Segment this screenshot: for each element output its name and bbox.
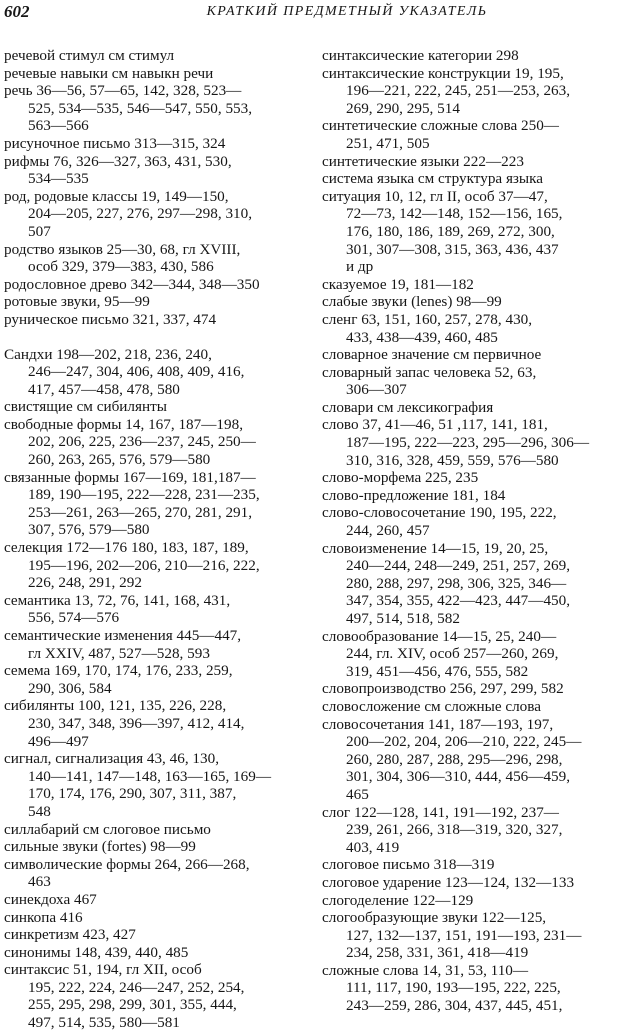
index-entry (322, 65, 615, 118)
index-entry-line: ротовые звуки, 95—99 (4, 293, 150, 311)
index-entry-continuation: 403, 419 (346, 838, 400, 856)
index-entry-continuation: 255, 295, 298, 299, 301, 355, 444, (28, 996, 237, 1014)
index-entry (322, 188, 615, 276)
index-entry-continuation: 251, 471, 505 (346, 134, 430, 152)
index-entry-continuation: 290, 306, 584 (28, 679, 112, 697)
index-entry-continuation: 196—221, 222, 245, 251—253, 263, (346, 82, 571, 100)
index-entry-continuation: 525, 534—535, 546—547, 550, 553, (28, 99, 253, 117)
index-entry-continuation: 240—244, 248—249, 251, 257, 269, (346, 557, 571, 575)
index-entry-continuation: 72—73, 142—148, 152—156, 165, (346, 205, 563, 223)
index-entry-line: речевые навыки см навыкн речи (4, 64, 214, 82)
index-entry-continuation: 563—566 (28, 117, 89, 135)
index-entry-line: сложные слова 14, 31, 53, 110— (322, 961, 529, 979)
index-entry-continuation: 202, 206, 225, 236—237, 245, 250— (28, 433, 256, 451)
index-entry-continuation: 465 (346, 785, 369, 803)
index-entry (322, 293, 615, 311)
index-entry-line: словарное значение см первичное (322, 346, 542, 364)
index-entry-line: род, родовые классы 19, 149—150, (4, 187, 229, 205)
index-entry (4, 188, 292, 241)
index-entry-continuation: 548 (28, 802, 51, 820)
index-entry-line: сибилянты 100, 121, 135, 226, 228, (4, 697, 227, 715)
index-entry-line: синонимы 148, 439, 440, 485 (4, 943, 189, 961)
index-entry-line: синтетические сложные слова 250— (322, 117, 559, 135)
index-entry-continuation: 463 (28, 873, 51, 891)
index-entry (4, 697, 292, 750)
index-entry (322, 364, 615, 399)
index-entry-line: речевой стимул см стимул (4, 47, 175, 64)
page-header (4, 2, 610, 26)
index-entry (322, 892, 615, 910)
index-column-left (4, 47, 292, 1032)
index-entry-line: синтаксис 51, 194, гл XII, особ (4, 961, 202, 979)
index-entry (4, 856, 292, 891)
index-entry (322, 540, 615, 628)
index-entry-continuation: 301, 304, 306—310, 444, 456—459, (346, 768, 571, 786)
index-entry-continuation: 269, 290, 295, 514 (346, 99, 460, 117)
index-entry-line: родословное древо 342—344, 348—350 (4, 275, 260, 293)
index-entry-line: руническое письмо 321, 337, 474 (4, 310, 217, 328)
index-entry-continuation: 534—535 (28, 170, 89, 188)
index-entry (4, 311, 292, 329)
index-entry-continuation: 140—141, 147—148, 163—165, 169— (28, 767, 271, 785)
index-entry-continuation: 260, 263, 265, 576, 579—580 (28, 451, 211, 469)
index-entry (4, 153, 292, 188)
index-entry-line: словосложение см сложные слова (322, 697, 541, 715)
index-entry-continuation: 433, 438—439, 460, 485 (346, 328, 498, 346)
index-entry-continuation: и др (346, 258, 374, 276)
index-entry-continuation: 497, 514, 518, 582 (346, 610, 460, 627)
index-entry-line: сказуемое 19, 181—182 (322, 275, 474, 293)
index-entry (4, 891, 292, 909)
index-entry-line: семема 169, 170, 174, 176, 233, 259, (4, 662, 233, 680)
page-number: 602 (4, 2, 30, 21)
index-entry (4, 135, 292, 153)
index-entry (4, 944, 292, 962)
index-entry-line: селекция 172—176 180, 183, 187, 189, (4, 539, 249, 557)
index-entry-line: слово 37, 41—46, 51 ,117, 141, 181, (322, 416, 548, 434)
index-entry (322, 856, 615, 874)
index-entry (322, 874, 615, 892)
index-entry-continuation: 556, 574—576 (28, 609, 120, 627)
index-entry-line: слово-предложение 181, 184 (322, 486, 506, 504)
index-entry-continuation: 170, 174, 176, 290, 307, 311, 387, (28, 785, 237, 803)
index-entry (4, 539, 292, 592)
index-entry-line: сильные звуки (fortes) 98—99 (4, 838, 196, 856)
index-entry-line: слогообразующие звуки 122—125, (322, 909, 547, 927)
index-entry-continuation: 111, 117, 190, 193—195, 222, 225, (346, 979, 561, 997)
index-entry-continuation: 189, 190—195, 222—228, 231—235, (28, 486, 260, 504)
index-entry-continuation: 244, 260, 457 (346, 522, 430, 540)
index-entry-line: слоговое ударение 123—124, 132—133 (322, 873, 575, 891)
index-entry-line: Сандхи 198—202, 218, 236, 240, (4, 345, 212, 363)
index-entry (4, 469, 292, 539)
index-entry-line: словари см лексикография (322, 398, 494, 416)
index-entry-line: свободные формы 14, 167, 187—198, (4, 415, 243, 433)
index-entry (4, 750, 292, 820)
index-entry-line: рифмы 76, 326—327, 363, 431, 530, (4, 152, 232, 170)
index-entry-line: семантика 13, 72, 76, 141, 168, 431, (4, 591, 231, 609)
index-entry (4, 241, 292, 276)
running-title: КРАТКИЙ ПРЕДМЕТНЫЙ УКАЗАТЕЛЬ (206, 4, 488, 19)
index-entry-continuation: 244, гл. XIV, особ 257—260, 269, (346, 645, 559, 663)
index-entry-line: сленг 63, 151, 160, 257, 278, 430, (322, 310, 533, 328)
index-entry (322, 346, 615, 364)
index-entry (322, 716, 615, 804)
index-entry-continuation: 204—205, 227, 276, 297—298, 310, (28, 205, 253, 223)
index-entry-line: синтетические языки 222—223 (322, 152, 524, 170)
index-entry (322, 628, 615, 681)
index-entry-line: синтаксические категории 298 (322, 47, 519, 64)
index-entry (4, 293, 292, 311)
index-entry-line: синкопа 416 (4, 908, 83, 926)
index-entry-line: словообразование 14—15, 25, 240— (322, 627, 557, 645)
index-entry (4, 821, 292, 839)
index-entry-line: синекдоха 467 (4, 890, 97, 908)
index-column-right (322, 47, 615, 1015)
index-entry (4, 961, 292, 1031)
index-entry-continuation: 347, 354, 355, 422—423, 447—450, (346, 592, 571, 610)
index-entry (322, 804, 615, 857)
index-entry-line: слово-словосочетание 190, 195, 222, (322, 504, 557, 522)
index-entry-line: свистящие см сибилянты (4, 398, 167, 416)
index-entry-continuation: 195, 222, 224, 246—247, 252, 254, (28, 978, 245, 996)
index-entry-continuation: 507 (28, 222, 51, 240)
index-entry (322, 170, 615, 188)
index-entry (322, 47, 615, 65)
index-entry-line: силлабарий см слоговое письмо (4, 820, 211, 838)
index-entry (322, 153, 615, 171)
index-entry-continuation: 301, 307—308, 315, 363, 436, 437 (346, 240, 559, 258)
index-entry (322, 680, 615, 698)
index-entry (322, 399, 615, 417)
index-entry-line: словоизменение 14—15, 19, 20, 25, (322, 539, 549, 557)
index-entry-line: связанные формы 167—169, 181,187— (4, 468, 256, 486)
index-entry-continuation: 253—261, 263—265, 270, 281, 291, (28, 503, 253, 521)
index-entry (4, 47, 292, 65)
index-entry-continuation: 246—247, 304, 406, 408, 409, 416, (28, 363, 245, 381)
index-entry (4, 276, 292, 294)
index-entry-continuation: 280, 288, 297, 298, 306, 325, 346— (346, 574, 567, 592)
index-entry (4, 926, 292, 944)
index-entry-line: символические формы 264, 266—268, (4, 855, 250, 873)
index-entry (322, 962, 615, 1015)
index-entry (322, 469, 615, 487)
index-entry (4, 346, 292, 399)
index-entry (322, 276, 615, 294)
index-entry (4, 82, 292, 135)
index-entry-continuation: особ 329, 379—383, 430, 586 (28, 258, 214, 276)
index-entry (322, 117, 615, 152)
index-entry-line: слоговое письмо 318—319 (322, 856, 495, 874)
index-entry-line: слабые звуки (lenes) 98—99 (322, 293, 502, 311)
index-entry-line: словопроизводство 256, 297, 299, 582 (322, 680, 564, 698)
index-entry-line: синтаксические конструкции 19, 195, (322, 64, 564, 82)
index-entry-line: словарный запас человека 52, 63, (322, 363, 537, 381)
index-entry (4, 65, 292, 83)
index-entry (322, 909, 615, 962)
index-entry-continuation: 234, 258, 331, 361, 418—419 (346, 944, 529, 962)
index-entry-line: система языка см структура языка (322, 170, 544, 188)
index-entry (4, 838, 292, 856)
index-entry (322, 311, 615, 346)
section-gap (4, 329, 292, 346)
index-entry (322, 504, 615, 539)
index-entry-continuation: 187—195, 222—223, 295—296, 306— (346, 434, 589, 452)
index-entry (4, 909, 292, 927)
index-entry-line: сигнал, сигнализация 43, 46, 130, (4, 750, 219, 768)
index-entry-continuation: 176, 180, 186, 189, 269, 272, 300, (346, 222, 555, 240)
index-entry-continuation: 243—259, 286, 304, 437, 445, 451, (346, 997, 563, 1015)
index-entry-continuation: 127, 132—137, 151, 191—193, 231— (346, 926, 582, 944)
index-entry-continuation: 306—307 (346, 381, 407, 399)
index-entry-continuation: 226, 248, 291, 292 (28, 574, 142, 592)
index-entry-continuation: 239, 261, 266, 318—319, 320, 327, (346, 821, 563, 839)
index-entry-line: рисуночное письмо 313—315, 324 (4, 134, 226, 152)
index-entry-line: родство языков 25—30, 68, гл XVIII, (4, 240, 241, 258)
index-entry-continuation: 260, 280, 287, 288, 295—296, 298, (346, 750, 563, 768)
index-entry-continuation: 310, 316, 328, 459, 559, 576—580 (346, 451, 559, 469)
index-entry-line: синкретизм 423, 427 (4, 926, 136, 944)
index-entry-continuation: 200—202, 204, 206—210, 222, 245— (346, 733, 582, 751)
index-entry-continuation: 319, 451—456, 476, 555, 582 (346, 662, 529, 680)
index-entry-continuation: 417, 457—458, 478, 580 (28, 380, 180, 398)
index-entry (4, 592, 292, 627)
index-entry (4, 662, 292, 697)
index-entry-line: речь 36—56, 57—65, 142, 328, 523— (4, 82, 242, 100)
index-entry-continuation: 195—196, 202—206, 210—216, 222, (28, 556, 260, 574)
index-entry (322, 698, 615, 716)
index-entry-line: ситуация 10, 12, гл II, особ 37—47, (322, 187, 548, 205)
index-entry (322, 416, 615, 469)
index-entry-line: словосочетания 141, 187—193, 197, (322, 715, 554, 733)
index-entry-continuation: 307, 576, 579—580 (28, 521, 150, 539)
index-entry-line: семантические изменения 445—447, (4, 627, 242, 644)
index-entry-continuation: 497, 514, 535, 580—581 (28, 1014, 180, 1032)
index-entry (4, 398, 292, 416)
index-entry-continuation: 496—497 (28, 732, 89, 750)
index-entry-line: слогоделение 122—129 (322, 891, 474, 909)
index-entry-line: слог 122—128, 141, 191—192, 237— (322, 803, 559, 821)
index-entry (4, 416, 292, 469)
index-entry-continuation: гл XXIV, 487, 527—528, 593 (28, 644, 210, 662)
index-entry (4, 627, 292, 662)
index-entry (322, 487, 615, 505)
index-entry-line: слово-морфема 225, 235 (322, 469, 479, 487)
index-entry-continuation: 230, 347, 348, 396—397, 412, 414, (28, 714, 245, 732)
